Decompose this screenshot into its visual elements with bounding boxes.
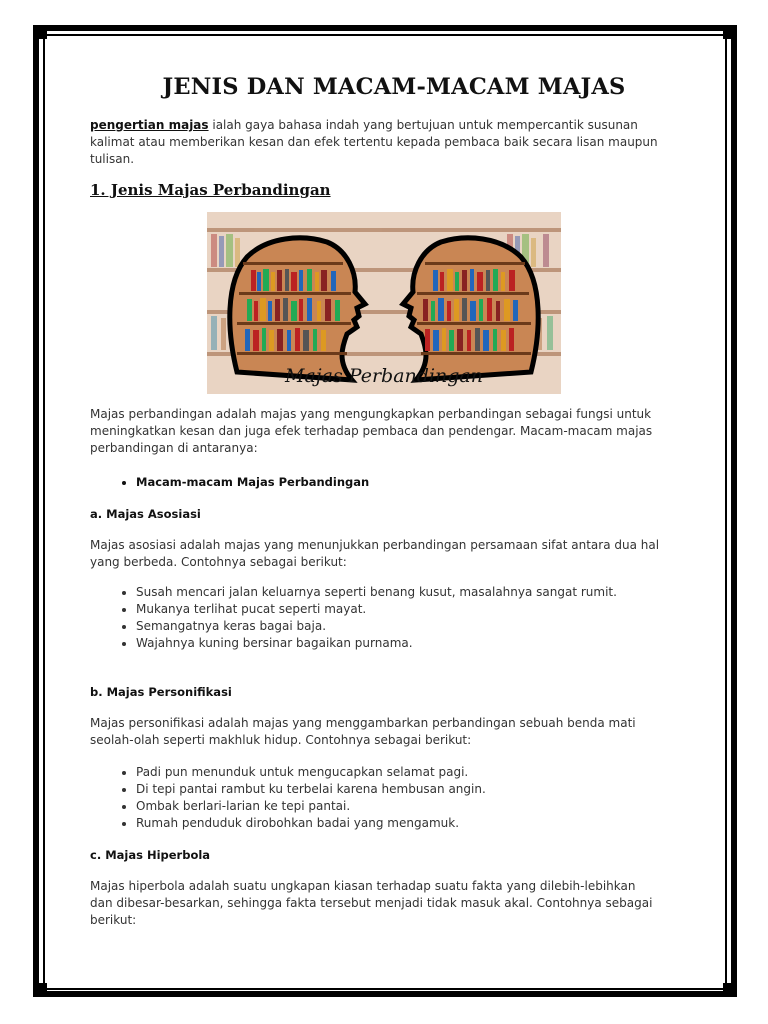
frame-corner	[33, 983, 47, 997]
section-paragraph: Majas perbandingan adalah majas yang mengungkapkan perbandingan sebagai fungsi untuk meningkatkan kesan dan juga efek terhadap pembaca dan pendengar. Macam-macam majas perbandingan di antaranya:	[90, 407, 653, 455]
asosiasi-paragraph: Majas asosiasi adalah majas yang menunjukkan perbandingan persamaan sifat antara dua hal yang berbeda. Contohnya sebagai berikut:	[90, 538, 660, 569]
list-item: • Wajahnya kuning bersinar bagaikan purnama.	[136, 635, 656, 652]
frame-corner	[33, 25, 47, 39]
section-bullet-list	[110, 474, 656, 491]
intro-lead: pengertian majas	[90, 118, 209, 132]
frame-corner	[723, 25, 737, 39]
subsection-heading-asosiasi: a. Majas Asosiasi	[90, 507, 201, 521]
subsection-heading-hiperbola: c. Majas Hiperbola	[90, 848, 211, 862]
subsection-heading-personifikasi: b. Majas Personifikasi	[90, 685, 232, 699]
intro-paragraph	[90, 117, 660, 168]
bookshelf-heads-illustration	[207, 212, 561, 394]
list-item: • Rumah penduduk dirobohkan badai yang mengamuk.	[136, 815, 656, 832]
list-item: • Mukanya terlihat pucat seperti mayat.	[136, 601, 656, 618]
page-title: JENIS DAN MACAM-MACAM MAJAS	[162, 74, 626, 100]
asosiasi-examples	[110, 584, 656, 652]
personifikasi-examples	[110, 764, 656, 832]
personifikasi-paragraph: Majas personifikasi adalah majas yang menggambarkan perbandingan sebuah benda mati seolah-olah seperti makhluk hidup. Contohnya sebagai berikut:	[90, 716, 636, 747]
list-item: • Di tepi pantai rambut ku terbelai karena hembusan angin.	[136, 781, 656, 798]
hiperbola-paragraph: Majas hiperbola adalah suatu ungkapan kiasan terhadap suatu fakta yang dilebih-lebihkan dan dibesar-besarkan, sehingga fakta tersebut menjadi tidak masuk akal. Contohnya sebagai berikut:	[90, 879, 653, 927]
list-item: • Padi pun menunduk untuk mengucapkan selamat pagi.	[136, 764, 656, 781]
list-item: • Ombak berlari-larian ke tepi pantai.	[136, 798, 656, 815]
intro-text: ialah gaya bahasa indah yang bertujuan untuk mempercantik susunan kalimat atau memberikan kesan dan efek tertentu kepada pembaca baik secara lisan maupun tulisan.	[90, 118, 658, 166]
list-item: • Susah mencari jalan keluarnya seperti benang kusut, masalahnya sangat rumit.	[136, 584, 656, 601]
frame-corner	[723, 983, 737, 997]
image-caption: Majas Perbandingan	[285, 365, 483, 387]
list-item: • Semangatnya keras bagai baja.	[136, 618, 656, 635]
list-item: • Macam-macam Majas Perbandingan	[136, 474, 656, 491]
section-heading: 1. Jenis Majas Perbandingan	[90, 181, 331, 199]
majas-image	[207, 212, 561, 394]
